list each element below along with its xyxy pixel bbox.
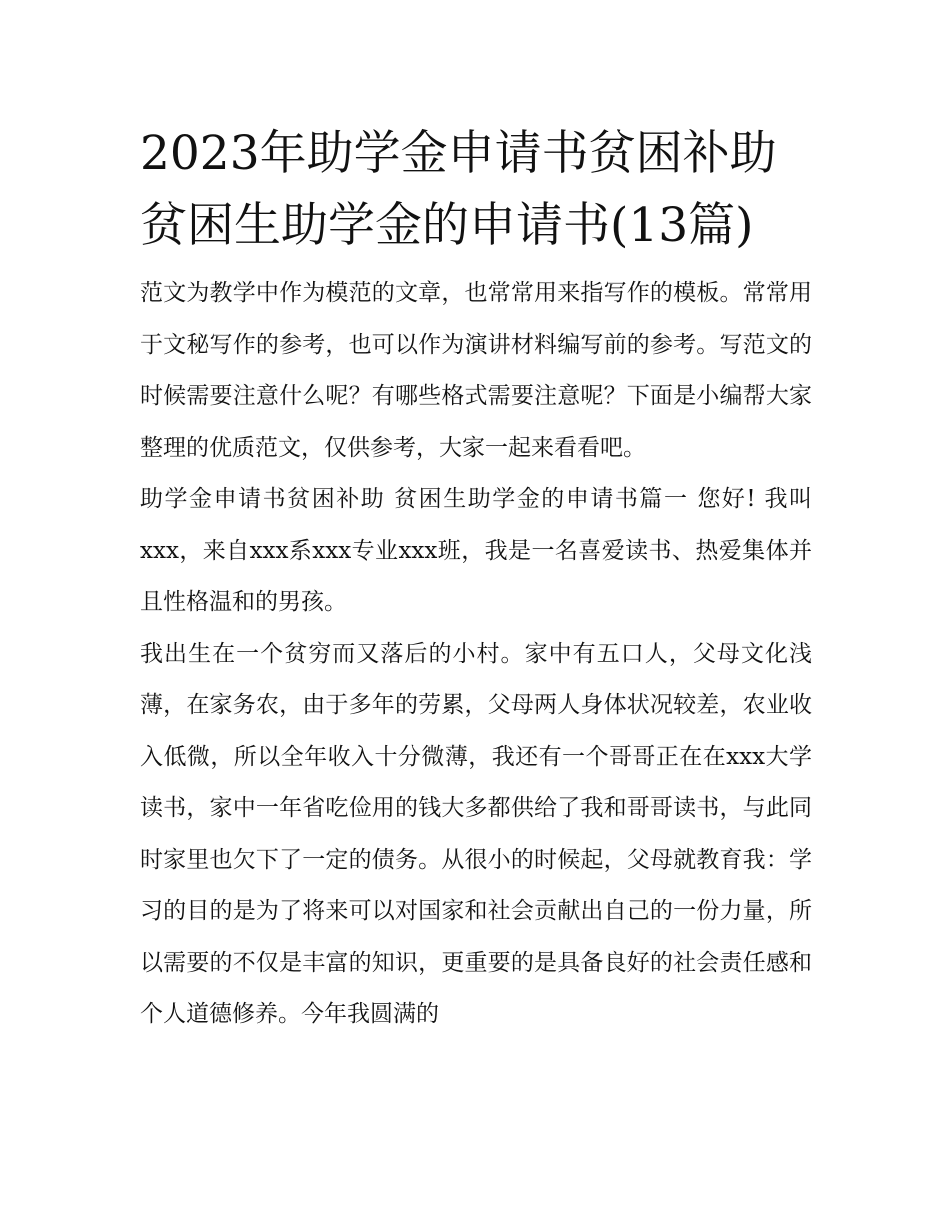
document-title — [140, 118, 812, 262]
paragraph-intro: 范文为教学中作为模范的文章，也常常用来指写作的模板。常常用于文秘写作的参考，也可以作为演讲材料编写前的参考。写范文的时候需要注意什么呢？有哪些格式需要注意呢？下面是小编帮大家整理的优质范文，仅供参考，大家一起来看看吧。 — [140, 280, 812, 461]
document-body — [140, 268, 812, 1041]
paragraph-self-introduction: 助学金申请书贫困补助 贫困生助学金的申请书篇一 您好! 我叫xxx，来自xxx系xxx专业xxx班，我是一名喜爱读书、热爱集体并且性格温和的男孩。 — [140, 486, 812, 615]
document-page — [140, 118, 812, 1041]
paragraph-family-background: 我出生在一个贫穷而又落后的小村。家中有五口人，父母文化浅薄，在家务农，由于多年的劳累，父母两人身体状况较差，农业收入低微，所以全年收入十分微薄，我还有一个哥哥正在在xxx大学读书，家中一年省吃俭用的钱大多都供给了我和哥哥读书，与此同时家里也欠下了一定的债务。从很小的时候起，父母就教育我：学习的目的是为了将来可以对国家和社会贡献出自己的一份力量，所以需要的不仅是丰富的知识，更重要的是具备良好的社会责任感和个人道德修养。今年我圆满的 — [140, 640, 812, 1027]
title-line-2: 贫困生助学金的申请书(13篇) — [140, 198, 754, 253]
title-line-1: 2023年助学金申请书贫困补助 — [140, 126, 777, 181]
